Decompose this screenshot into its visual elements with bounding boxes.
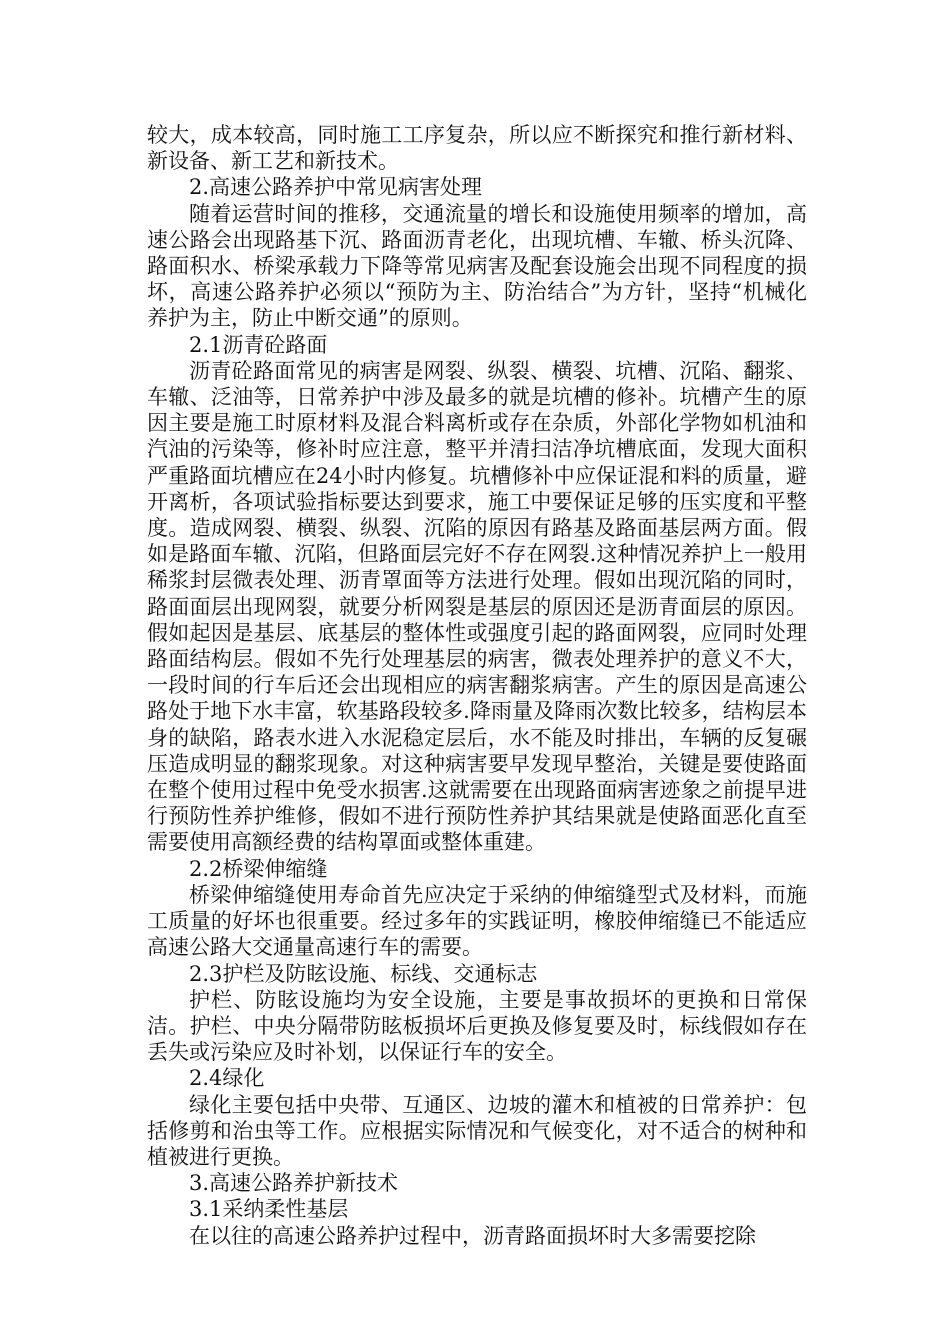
section-heading-2-4: 2.4绿化: [189, 1066, 265, 1091]
section-heading-2-2: 2.2桥梁伸缩缝: [189, 856, 328, 881]
section-heading-2-3: 2.3护栏及防眩设施、标线、交通标志: [189, 961, 538, 986]
continuation-paragraph: 较大，成本较高，同时施工工序复杂，所以应不断探究和推行新材料、新设备、新工艺和新技术。: [147, 123, 807, 174]
document-body: [147, 122, 807, 1249]
section-heading-2: 2.高速公路养护中常见病害处理: [189, 175, 483, 200]
section-heading-3: 3.高速公路养护新技术: [189, 1171, 399, 1196]
section-heading-2-1: 2.1沥青砼路面: [189, 332, 328, 357]
section-heading-3-1: 3.1采纳柔性基层: [189, 1197, 349, 1222]
paragraph-2-2: 桥梁伸缩缝使用寿命首先应决定于采纳的伸缩缝型式及材料，而施工质量的好坏也很重要。经过多年的实践证明，橡胶伸缩缝已不能适应高速公路大交通量高速行车的需要。: [147, 882, 807, 960]
paragraph-2-1: 沥青砼路面常见的病害是网裂、纵裂、横裂、坑槽、沉陷、翻浆、车辙、泛油等，日常养护中涉及最多的就是坑槽的修补。坑槽产生的原因主要是施工时原材料及混合料离析或存在杂质，外部化学物如机油和汽油的污染等，修补时应注意，整平并清扫洁净坑槽底面，发现大面积严重路面坑槽应在24小时内修复。坑槽修补中应保证混和料的质量，避开离析，各项试验指标要达到要求，施工中要保证足够的压实度和平整度。造成网裂、横裂、纵裂、沉陷的原因有路基及路面基层两方面。假如是路面车辙、沉陷，但路面层完好不存在网裂.这种情况养护上一般用稀浆封层微表处理、沥青罩面等方法进行处理。假如出现沉陷的同时，路面面层出现网裂，就要分析网裂是基层的原因还是沥青面层的原因。假如起因是基层、底基层的整体性或强度引起的路面网裂，应同时处理路面结构层。假如不先行处理基层的病害，微表处理养护的意义不大，一段时间的行车后还会出现相应的病害翻浆病害。产生的原因是高速公路处于地下水丰富，软基路段较多.降雨量及降雨次数比较多，结构层本身的缺陷，路表水进入水泥稳定层后，水不能及时排出，车辆的反复碾压造成明显的翻浆现象。对这种病害要早发现早整治，关键是要使路面在整个使用过程中免受水损害.这就需要在出现路面病害迹象之前提早进行预防性养护维修，假如不进行预防性养护其结果就是使路面恶化直至需要使用高额经费的结构罩面或整体重建。: [147, 358, 807, 855]
paragraph-2-4: 绿化主要包括中央带、互通区、边坡的灌木和植被的日常养护：包括修剪和治虫等工作。应根据实际情况和气候变化，对不适合的树种和植被进行更换。: [147, 1092, 807, 1169]
paragraph-3-1: 在以往的高速公路养护过程中，沥青路面损坏时大多需要挖除: [189, 1223, 756, 1248]
paragraph-2-intro: 随着运营时间的推移，交通流量的增长和设施使用频率的增加，高速公路会出现路基下沉、路面沥青老化，出现坑槽、车辙、桥头沉降、路面积水、桥梁承载力下降等常见病害及配套设施会出现不同程度的损坏，高速公路养护必须以“预防为主、防治结合”为方针，坚持“机械化养护为主，防止中断交通”的原则。: [147, 201, 807, 331]
paragraph-2-3: 护栏、防眩设施均为安全设施，主要是事故损坏的更换和日常保洁。护栏、中央分隔带防眩板损坏后更换及修复要及时，标线假如存在丢失或污染应及时补划，以保证行车的安全。: [147, 987, 807, 1065]
